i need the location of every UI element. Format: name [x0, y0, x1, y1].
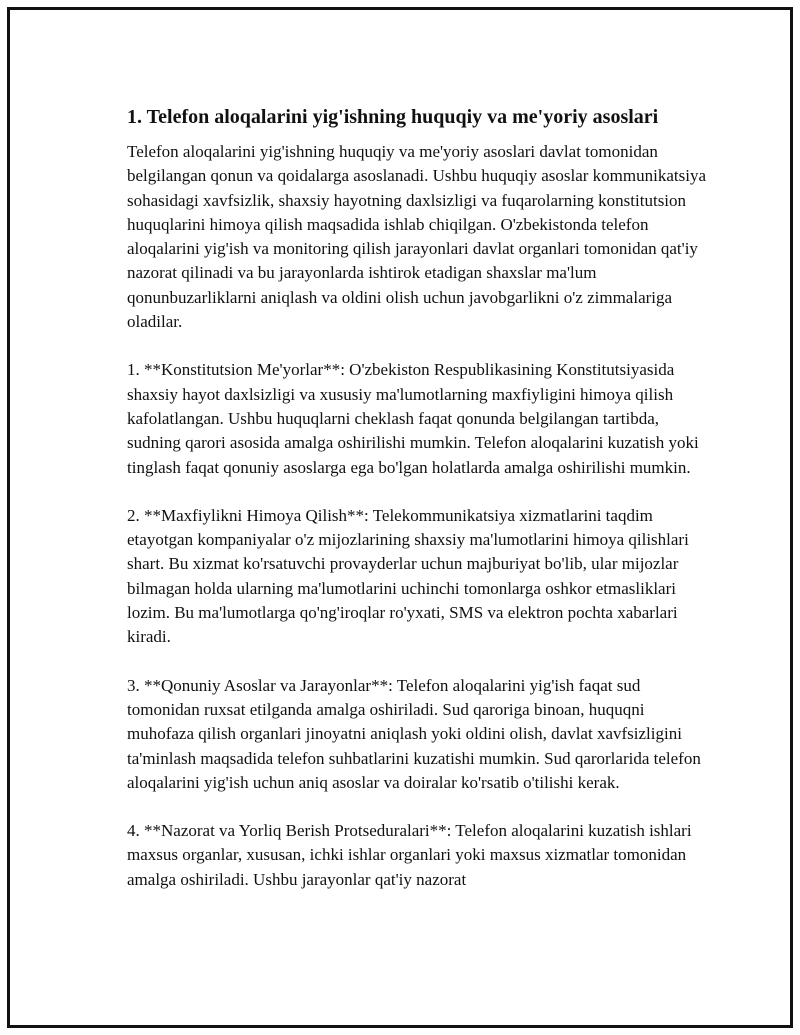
document-content: [127, 104, 707, 916]
page-frame: [7, 7, 793, 1028]
section-heading: 1. Telefon aloqalarini yig'ishning huquqiy va me'yoriy asoslari: [127, 106, 659, 128]
paragraph-constitutional-norms: 1. **Konstitutsion Me'yorlar**: O'zbekiston Respublikasining Konstitutsiyasida shaxsiy hayot daxlsizligi va xususiy ma'lumotlarning maxfiyligini himoya qilish kafolatlangan. Ushbu huquqlarni cheklash faqat qonunda belgilangan tartibda, sudning qarori asosida amalga oshirilishi mumkin. Telefon aloqalarini kuzatish yoki tinglash faqat qonuniy asoslarga ega bo'lgan holatlarda amalga oshirilishi mumkin.: [127, 360, 699, 477]
paragraph-oversight-procedures: 4. **Nazorat va Yorliq Berish Protseduralari**: Telefon aloqalarini kuzatish ishlari maxsus organlar, xususan, ichki ishlar organlari yoki maxsus xizmatlar tomonidan amalga oshiriladi. Ushbu jarayonlar qat'iy nazorat: [127, 821, 692, 889]
paragraph-privacy-protection: 2. **Maxfiylikni Himoya Qilish**: Telekommunikatsiya xizmatlarini taqdim etayotgan kompaniyalar o'z mijozlarining shaxsiy ma'lumotlarini himoya qilishlari shart. Bu xizmat ko'rsatuvchi provayderlar uchun majburiyat bo'lib, ular mijozlar bilmagan holda ularning ma'lumotlarini uchinchi tomonlarga oshkor etmasliklari lozim. Bu ma'lumotlarga qo'ng'iroqlar ro'yxati, SMS va elektron pochta xabarlari kiradi.: [127, 505, 689, 647]
paragraph-legal-basis: 3. **Qonuniy Asoslar va Jarayonlar**: Telefon aloqalarini yig'ish faqat sud tomonidan ruxsat etilganda amalga oshiriladi. Sud qaroriga binoan, huquqni muhofaza qilish organlari jinoyatni aniqlash yoki oldini olish, davlat xavfsizligini ta'minlash maqsadida telefon suhbatlarini kuzatishi mumkin. Sud qarorlarida telefon aloqalarini yig'ish uchun aniq asoslar va doiralar ko'rsatib o'tilishi kerak.: [127, 675, 701, 792]
intro-paragraph: Telefon aloqalarini yig'ishning huquqiy va me'yoriy asoslari davlat tomonidan belgilangan qonun va qoidalarga asoslanadi. Ushbu huquqiy asoslar kommunikatsiya sohasidagi xavfsizlik, shaxsiy hayotning daxlsizligi va fuqarolarning konstitutsion huquqlarini himoya qilish maqsadida ishlab chiqilgan. O'zbekistonda telefon aloqalarini yig'ish va monitoring qilish jarayonlari davlat organlari tomonidan qat'iy nazorat qilinadi va bu jarayonlarda ishtirok etadigan shaxslar ma'lum qonunbuzarliklarni aniqlash va oldini olish uchun javobgarlikni o'z zimmalariga oladilar.: [127, 142, 706, 332]
